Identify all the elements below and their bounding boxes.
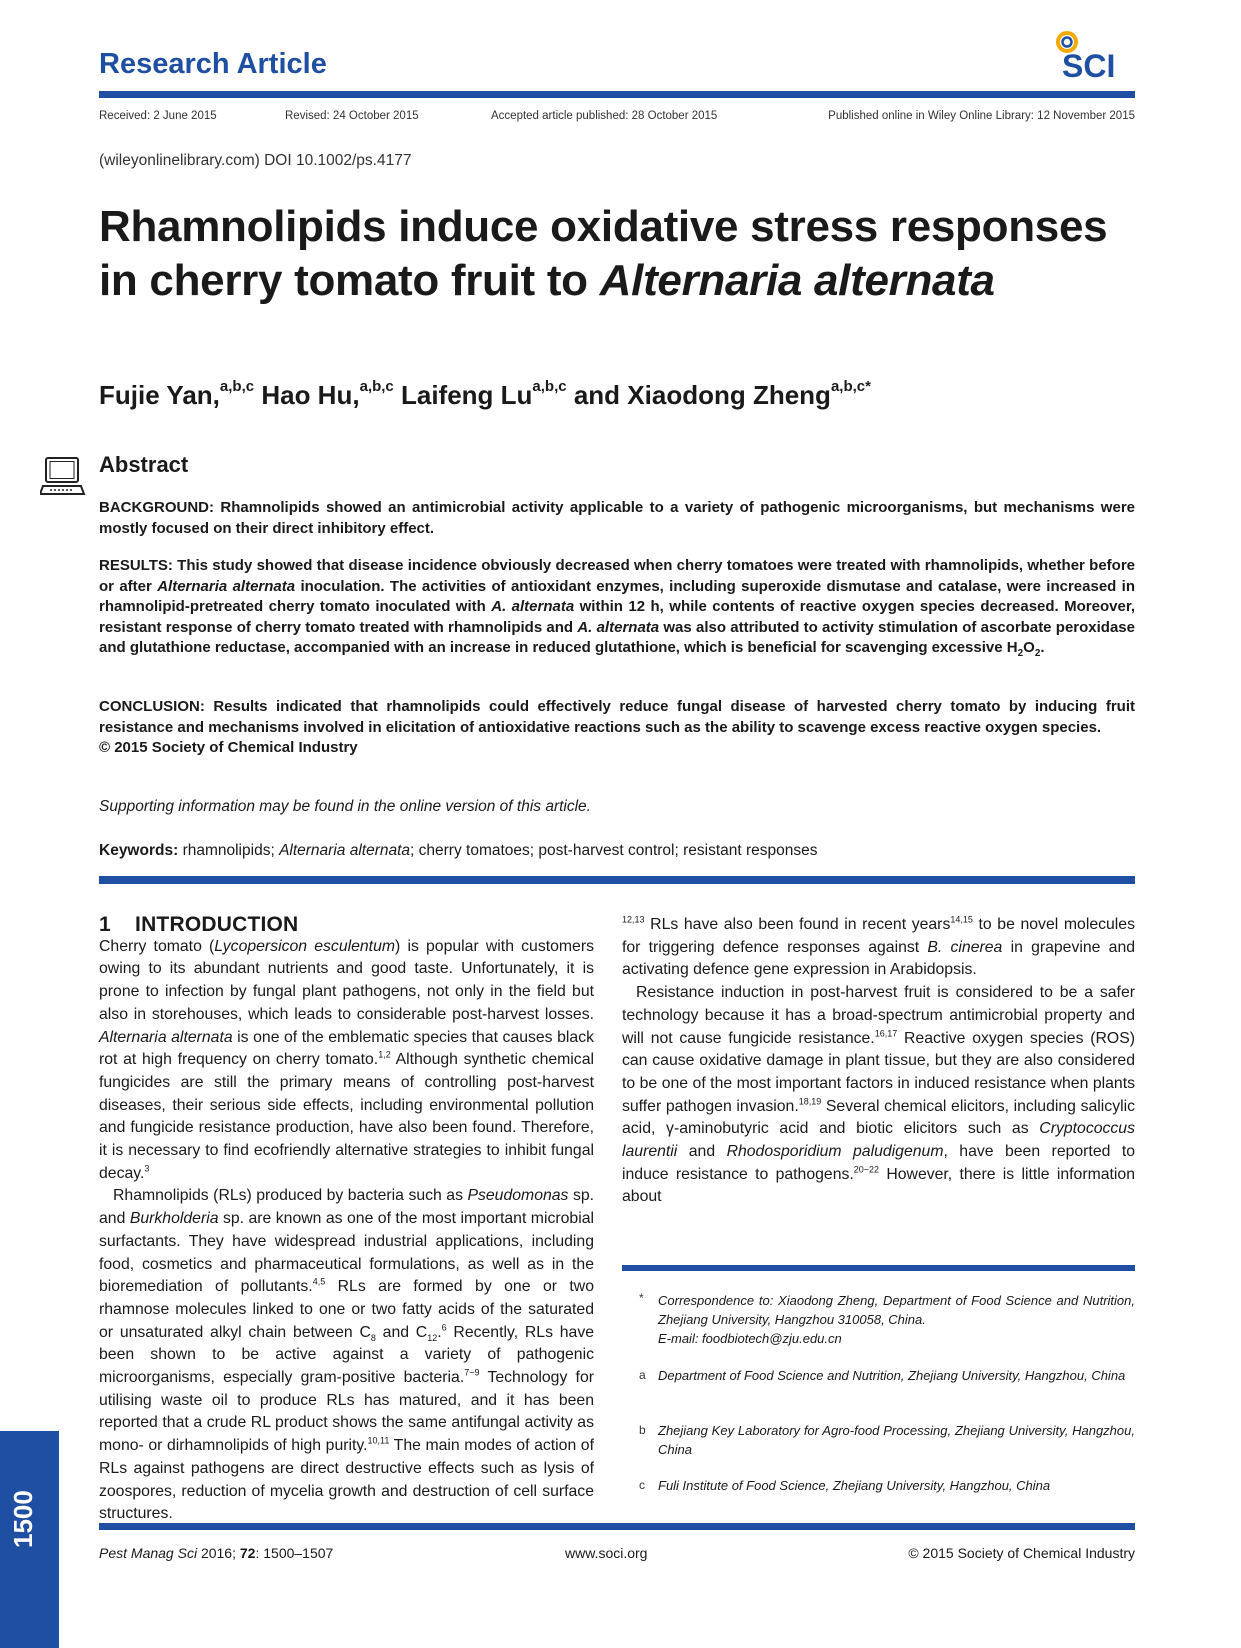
affiliation-b: b Zhejiang Key Laboratory for Agro-food Processing, Zhejiang University, Hangzhou, China [639, 1423, 1135, 1457]
received-date: Received: 2 June 2015 [99, 110, 217, 122]
paragraph: $^{12,13}$ RLs have also been found in recent years$^{14,15}$ to be novel molecules for triggering defence responses against B. cinerea in grapevine and activating defence gene expression in Arabidopsis. [622, 914, 1136, 979]
page-number: 1500 [8, 1490, 38, 1548]
section-heading: 1 INTRODUCTION [99, 913, 299, 936]
author-list [99, 380, 871, 411]
author: Hao Hu,$^{a,b,c}$ [261, 378, 394, 410]
footnote-rule [622, 1265, 1135, 1271]
abstract-copyright: © 2015 Society of Chemical Industry [99, 739, 358, 756]
sci-logo [1045, 28, 1137, 82]
abstract-results: RESULTS: This study showed that disease incidence obviously decreased when cherry tomatoes were treated with rhamnolipids, whether before or after Alternaria alternata inoculation. The activities of antioxidant enzymes, including superoxide dismutase and catalase, were increased in rhamnolipid-pretreated cherry tomato inoculated with A. alternata within 12 h, while contents of reactive oxygen species decreased. Moreover, resistant response of cherry tomato treated with rhamnolipids and A. alternata was also attributed to activity stimulation of ascorbate peroxidase and glutathione reductase, accompanied with an increase in reduced glutathione, which is beneficial for scavenging excessive $H_2O_2$. [99, 557, 1136, 659]
paragraph: Resistance induction in post-harvest fruit is considered to be a safer technology because it has a broad-spectrum antimicrobial property and will not cause fungicide resistance.$^{16,17}$ Reactive oxygen species (ROS) can cause oxidative damage in plant tissue, but they are also considered to be one of the most important factors in induced resistance when plants suffer pathogen invasion.$^{18,19}$ Several chemical elicitors, including salicylic acid, γ-aminobutyric acid and biotic elicitors such as Cryptococcus laurentii and Rhodosporidium paludigenum, have been reported to induce resistance to pathogens.$^{20-22}$ However, there is little information about [622, 984, 1136, 1206]
correspondence-note: * Correspondence to: Xiaodong Zheng, Department of Food Science and Nutrition, Zhejiang University, Hangzhou 310058, China. E-mail: foodbiotech@zju.edu.cn [639, 1291, 1135, 1346]
keywords: Keywords: rhamnolipids; Alternaria alternata; cherry tomatoes; post-harvest control; resistant responses [99, 842, 818, 859]
author: Fujie Yan,$^{a,b,c}$ [99, 378, 255, 410]
paragraph: Rhamnolipids (RLs) produced by bacteria such as Pseudomonas sp. and Burkholderia sp. are known as one of the most important microbial surfactants. They have widespread industrial applications, including food, cosmetics and pharmaceutical formulations, as well as in the bioremediation of pollutants.$^{4,5}$ RLs are formed by one or two rhamnose molecules linked to one or two fatty acids of the saturated or unsaturated alkyl chain between $C_8$ and $C_{12}.^6$ Recently, RLs have been shown to be active against a variety of pathogenic microorganisms, especially gram-positive bacteria.$^{7-9}$ Technology for utilising waste oil to produce RLs has matured, and it has been reported that a crude RL product shows the same antifungal activity as mono- or dirhamnolipids of high purity.$^{10,11}$ The main modes of action of RLs against pathogens are direct destructive effects such as lysis of zoospores, reduction of mycelia growth and destruction of cell surface structures. [99, 1187, 595, 1523]
affiliation-a: a Department of Food Science and Nutrition, Zhejiang University, Hangzhou, China [639, 1368, 1126, 1383]
footer-rule [99, 1523, 1135, 1530]
body-column-right [622, 914, 1135, 1209]
affiliation-c: c Fuli Institute of Food Science, Zhejiang University, Hangzhou, China [639, 1478, 1051, 1493]
article-title: Rhamnolipids induce oxidative stress responses in cherry tomato fruit to Alternaria alternata [99, 202, 1108, 305]
email-link[interactable]: E-mail: foodbiotech@zju.edu.cn [658, 1331, 842, 1346]
author: Laifeng Lu$^{a,b,c}$ [400, 378, 567, 410]
footer-citation: Pest Manag Sci 2016; 72: 1500–1507 [99, 1545, 334, 1561]
published-date: Published online in Wiley Online Library: 12 November 2015 [828, 110, 1135, 122]
abstract-conclusion: CONCLUSION: Results indicated that rhamnolipids could effectively reduce fungal disease of harvested cherry tomato by inducing fruit resistance and mechanisms involved in elicitation of antioxidative reactions such as the ability to scavenge excess reactive oxygen species. © 2015 Society of Chemical Industry [99, 698, 1135, 756]
body-column-left [99, 914, 594, 1526]
sci-logo-text: SCI [1062, 48, 1116, 84]
revised-date: Revised: 24 October 2015 [285, 110, 419, 122]
online-version-icon [40, 456, 86, 498]
abstract-heading: Abstract [99, 452, 189, 477]
paragraph: Cherry tomato (Lycopersicon esculentum) is popular with customers owing to its abundant nutrients and good taste. Unfortunately, it is prone to infection by fungal plant pathogens, not only in the field but also in storehouses, which leads to considerable post-harvest losses. Alternaria alternata is one of the emblematic species that causes black rot at high frequency on cherry tomato.$^{1,2}$ Although synthetic chemical fungicides are still the primary means of controlling post-harvest diseases, their serious side effects, including environmental pollution and fungicide resistance production, have also been found. Therefore, it is necessary to find ecofriendly alternative strategies to inhibit fungal decay.$^3$ [99, 937, 595, 1182]
author: and Xiaodong Zheng$^{a,b,c*}$ [573, 378, 871, 410]
abstract-background: BACKGROUND: Rhamnolipids showed an antimicrobial activity applicable to a variety of pathogenic microorganisms, but mechanisms were mostly focused on their direct inhibitory effect. [99, 499, 1135, 537]
doi[interactable]: (wileyonlinelibrary.com) DOI 10.1002/ps.4177 [99, 152, 412, 169]
accepted-date: Accepted article published: 28 October 2015 [491, 110, 718, 122]
article-type: Research Article [99, 48, 327, 80]
footer-site-link[interactable]: www.soci.org [565, 1545, 648, 1561]
header-rule [99, 91, 1135, 98]
abstract-rule [99, 876, 1135, 884]
footer-copyright: © 2015 Society of Chemical Industry [908, 1545, 1135, 1561]
supporting-info-note: Supporting information may be found in the online version of this article. [99, 798, 591, 815]
